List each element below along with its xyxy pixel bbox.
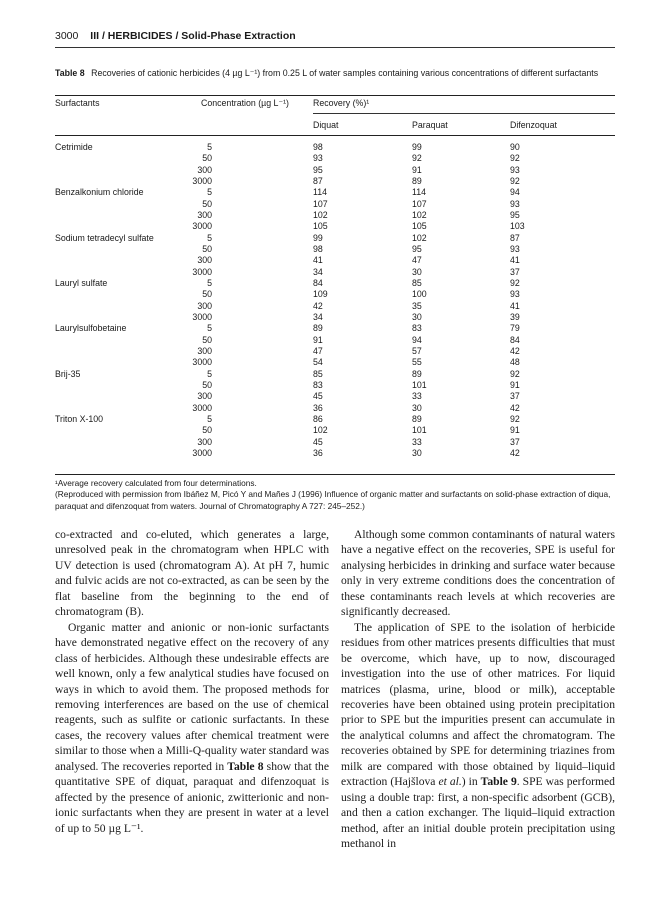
- cell-paraquat: 114: [412, 187, 427, 198]
- section-title: III / HERBICIDES / Solid-Phase Extraction: [90, 30, 296, 42]
- cell-diquat: 41: [313, 255, 323, 266]
- table-reference: Table 9: [480, 775, 517, 789]
- cell-concentration: 50: [202, 379, 212, 390]
- body-column-right: [341, 527, 615, 852]
- footnote-reproduced: (Reproduced with permission from Ibáñez M, Picó Y and Mañes J (1996) Influence of organic matter and surfactants on solid-phase extraction of diqua, paraquat and difenzoquat from waters. Journal of Chromatography A 727: 245–252.): [55, 489, 611, 511]
- cell-concentration: 300: [197, 345, 212, 356]
- cell-concentration: 5: [207, 142, 212, 152]
- cell-paraquat: 99: [412, 142, 422, 152]
- cell-diquat: 91: [313, 334, 323, 345]
- cell-paraquat: 95: [412, 243, 422, 254]
- cell-diquat: 89: [313, 323, 323, 334]
- cell-diquat: 114: [313, 187, 328, 198]
- cell-paraquat: 57: [412, 345, 422, 356]
- cell-concentration: 3000: [192, 357, 212, 368]
- cell-paraquat: 83: [412, 323, 422, 334]
- cell-paraquat: 92: [412, 153, 422, 164]
- body-paragraph: [55, 527, 329, 620]
- cell-paraquat: 85: [412, 277, 422, 288]
- cell-surfactant: Lauryl sulfate: [55, 277, 108, 288]
- table-caption-text: Recoveries of cationic herbicides (4 µg L⁻¹) from 0.25 L of water samples containing various concentrations of different surfactants: [91, 68, 599, 78]
- cell-difenzoquat: 91: [510, 379, 520, 390]
- cell-concentration: 3000: [192, 221, 212, 232]
- cell-difenzoquat: 37: [510, 391, 520, 402]
- body-column-left: [55, 527, 329, 836]
- cell-diquat: 36: [313, 402, 323, 413]
- table-caption: [55, 67, 617, 79]
- page-number: 3000: [55, 30, 79, 42]
- cell-concentration: 50: [202, 198, 212, 209]
- cell-difenzoquat: 92: [510, 413, 520, 424]
- cell-difenzoquat: 48: [510, 357, 520, 368]
- cell-paraquat: 47: [412, 255, 422, 266]
- cell-difenzoquat: 41: [510, 300, 520, 311]
- cell-paraquat: 55: [412, 357, 422, 368]
- cell-paraquat: 35: [412, 300, 422, 311]
- cell-diquat: 95: [313, 164, 323, 175]
- cell-paraquat: 101: [412, 379, 427, 390]
- cell-difenzoquat: 92: [510, 368, 520, 379]
- cell-diquat: 105: [313, 221, 328, 232]
- cell-difenzoquat: 90: [510, 142, 520, 152]
- table-footnotes: [55, 478, 617, 512]
- paragraph-text: show that the quantitative SPE of diquat, paraquat and difenzoquat is affected by the presence of anionic, zwitterionic and non-ionic surfactants when they are present in water at a level of up to 50 µg L⁻¹.: [55, 759, 329, 835]
- cell-surfactant: Sodium tetradecyl sulfate: [55, 232, 154, 243]
- cell-concentration: 300: [197, 300, 212, 311]
- cell-diquat: 34: [313, 311, 323, 322]
- cell-paraquat: 107: [412, 198, 427, 209]
- paragraph-text: Although some common contaminants of natural waters have a negative effect on the recoveries, SPE is useful for analysing herbicides in drinking and surface water because only in very extreme conditions does the concentration of these contaminants reach levels at which recoveries are significantly decreased.: [341, 528, 615, 619]
- cell-concentration: 3000: [192, 402, 212, 413]
- cell-diquat: 109: [313, 289, 328, 300]
- cell-paraquat: 105: [412, 221, 427, 232]
- cell-diquat: 99: [313, 232, 323, 243]
- cell-paraquat: 102: [412, 232, 427, 243]
- running-head: [55, 30, 615, 42]
- cell-concentration: 300: [197, 164, 212, 175]
- body-paragraph: [341, 527, 615, 620]
- table-label: Table 8: [55, 68, 85, 78]
- cell-concentration: 50: [202, 289, 212, 300]
- cell-concentration: 5: [207, 232, 212, 243]
- footnote-average: ¹Average recovery calculated from four determinations.: [55, 478, 257, 488]
- body-paragraph: [341, 620, 615, 852]
- cell-diquat: 87: [313, 175, 323, 186]
- cell-diquat: 84: [313, 277, 323, 288]
- cell-diquat: 98: [313, 142, 323, 152]
- cell-difenzoquat: 42: [510, 402, 520, 413]
- cell-concentration: 3000: [192, 447, 212, 458]
- cell-paraquat: 102: [412, 209, 427, 220]
- cell-diquat: 45: [313, 391, 323, 402]
- header-rule: [55, 47, 615, 48]
- cell-difenzoquat: 41: [510, 255, 520, 266]
- table-top-rule: [55, 95, 615, 96]
- cell-difenzoquat: 39: [510, 311, 520, 322]
- cell-diquat: 85: [313, 368, 323, 379]
- paragraph-text: ) in: [461, 775, 481, 789]
- cell-concentration: 5: [207, 187, 212, 198]
- header-recovery: Recovery (%)¹: [313, 98, 370, 108]
- emphasis-text: et al.: [438, 775, 462, 789]
- body-paragraph: [55, 620, 329, 836]
- table-reference: Table 8: [227, 759, 264, 773]
- table-bottom-rule: [55, 474, 615, 475]
- cell-difenzoquat: 37: [510, 436, 520, 447]
- cell-difenzoquat: 84: [510, 334, 520, 345]
- cell-concentration: 50: [202, 243, 212, 254]
- cell-paraquat: 100: [412, 289, 427, 300]
- cell-concentration: 300: [197, 391, 212, 402]
- cell-concentration: 3000: [192, 266, 212, 277]
- cell-difenzoquat: 95: [510, 209, 520, 220]
- cell-difenzoquat: 94: [510, 187, 520, 198]
- cell-concentration: 5: [207, 277, 212, 288]
- cell-difenzoquat: 87: [510, 232, 520, 243]
- cell-diquat: 102: [313, 209, 328, 220]
- cell-diquat: 34: [313, 266, 323, 277]
- cell-concentration: 300: [197, 436, 212, 447]
- cell-surfactant: Laurylsulfobetaine: [55, 323, 127, 334]
- cell-difenzoquat: 42: [510, 345, 520, 356]
- cell-paraquat: 101: [412, 425, 427, 436]
- cell-concentration: 50: [202, 334, 212, 345]
- header-diquat: Diquat: [313, 120, 339, 130]
- cell-difenzoquat: 92: [510, 153, 520, 164]
- cell-diquat: 42: [313, 300, 323, 311]
- cell-paraquat: 33: [412, 391, 422, 402]
- cell-difenzoquat: 37: [510, 266, 520, 277]
- cell-surfactant: Triton X-100: [55, 413, 104, 424]
- cell-concentration: 5: [207, 413, 212, 424]
- cell-surfactant: Brij-35: [55, 368, 81, 379]
- cell-diquat: 45: [313, 436, 323, 447]
- cell-difenzoquat: 79: [510, 323, 520, 334]
- cell-diquat: 36: [313, 447, 323, 458]
- cell-diquat: 98: [313, 243, 323, 254]
- cell-diquat: 86: [313, 413, 323, 424]
- cell-diquat: 47: [313, 345, 323, 356]
- cell-paraquat: 33: [412, 436, 422, 447]
- cell-diquat: 107: [313, 198, 328, 209]
- cell-concentration: 3000: [192, 311, 212, 322]
- cell-difenzoquat: 93: [510, 164, 520, 175]
- cell-difenzoquat: 93: [510, 289, 520, 300]
- cell-paraquat: 89: [412, 413, 422, 424]
- cell-paraquat: 30: [412, 402, 422, 413]
- cell-diquat: 93: [313, 153, 323, 164]
- cell-difenzoquat: 42: [510, 447, 520, 458]
- cell-difenzoquat: 92: [510, 175, 520, 186]
- cell-concentration: 5: [207, 323, 212, 334]
- cell-concentration: 50: [202, 153, 212, 164]
- cell-surfactant: Benzalkonium chloride: [55, 187, 144, 198]
- cell-difenzoquat: 92: [510, 277, 520, 288]
- cell-concentration: 3000: [192, 175, 212, 186]
- cell-paraquat: 30: [412, 447, 422, 458]
- cell-difenzoquat: 91: [510, 425, 520, 436]
- cell-paraquat: 94: [412, 334, 422, 345]
- header-surfactants: Surfactants: [55, 98, 100, 108]
- cell-concentration: 5: [207, 368, 212, 379]
- cell-difenzoquat: 93: [510, 198, 520, 209]
- table-header-bottom-rule: [55, 135, 615, 136]
- paragraph-text: . SPE was performed using a double trap: first, a non-specific adsorbent (GCB), and then a cation exchanger. The liquid–liquid extraction method, after an initial double protein precipitation using methanol in: [341, 775, 615, 851]
- paragraph-text: Organic matter and anionic or non-ionic surfactants have demonstrated negative effect on the recovery of any class of herbicides. Although these undesirable effects are well known, only a few analytical studies have focused on ways in which to avoid them. The proposed methods for removing interferences are based on the use of chemical reagents, such as sulfite or cationic surfactants. In these cases, the recovery values after chemical treatment were similar to those when a Milli-Q-quality water standard was analysed. The recoveries reported in: [55, 620, 329, 773]
- cell-paraquat: 30: [412, 311, 422, 322]
- cell-paraquat: 89: [412, 368, 422, 379]
- cell-concentration: 300: [197, 255, 212, 266]
- cell-difenzoquat: 93: [510, 243, 520, 254]
- cell-concentration: 50: [202, 425, 212, 436]
- cell-diquat: 54: [313, 357, 323, 368]
- cell-diquat: 83: [313, 379, 323, 390]
- paragraph-text: co-extracted and co-eluted, which generates a large, unresolved peak in the chromatogram when HPLC with UV detection is used (chromatogram A). At pH 7, humic and fulvic acids are not co-extracted, as can be seen by the flat baseline from the beginning to the end of chromatogram (B).: [55, 528, 329, 619]
- cell-paraquat: 91: [412, 164, 422, 175]
- header-difenzoquat: Difenzoquat: [510, 120, 557, 130]
- header-paraquat: Paraquat: [412, 120, 448, 130]
- paragraph-text: The application of SPE to the isolation of herbicide residues from other matrices presents difficulties that must be overcome, which have, up to now, discouraged investigation into the use of other matrices. For liquid matrices (plasma, urine, blood or milk), acceptable recoveries have been obtained using protein precipitation prior to SPE but the impurities present can accumulate in the analytical columns and affect the chromatogram. The recoveries obtained by SPE for determining triazines from milk are compared with those obtained by liquid–liquid extraction (Hajšlova: [341, 620, 615, 789]
- recovery-subheader-rule: [313, 113, 615, 114]
- cell-paraquat: 89: [412, 175, 422, 186]
- header-concentration: Concentration (µg L⁻¹): [201, 98, 289, 108]
- cell-paraquat: 30: [412, 266, 422, 277]
- cell-concentration: 300: [197, 209, 212, 220]
- cell-surfactant: Cetrimide: [55, 142, 93, 152]
- cell-diquat: 102: [313, 425, 328, 436]
- cell-difenzoquat: 103: [510, 221, 525, 232]
